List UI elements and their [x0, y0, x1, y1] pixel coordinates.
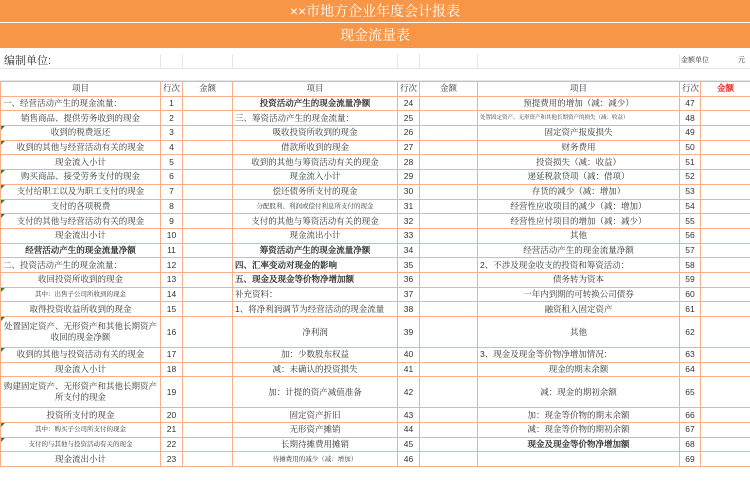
amount-input-cell[interactable]	[183, 362, 233, 377]
amount-input-cell[interactable]	[701, 184, 750, 199]
item-cell: 补充资料：	[233, 287, 398, 302]
seq-cell: 57	[680, 243, 701, 258]
amount-input-cell[interactable]	[420, 408, 478, 423]
item-cell: 递延税款贷项（减：借项）	[478, 170, 680, 185]
table-row	[1, 423, 750, 438]
item-cell: 现金的期末余额	[478, 362, 680, 377]
seq-cell: 36	[398, 272, 420, 287]
seq-cell: 26	[398, 126, 420, 141]
amount-input-cell[interactable]	[420, 140, 478, 155]
table-row	[1, 199, 750, 214]
item-cell: 减：现金等价物的期初余额	[478, 423, 680, 438]
amount-input-cell[interactable]	[420, 302, 478, 317]
amount-input-cell[interactable]	[701, 170, 750, 185]
seq-cell: 58	[680, 258, 701, 273]
amount-input-cell[interactable]	[183, 258, 233, 273]
item-cell: 债务转为资本	[478, 272, 680, 287]
amount-input-cell[interactable]	[701, 423, 750, 438]
amount-input-cell[interactable]	[420, 184, 478, 199]
item-cell: 投资所支付的现金	[1, 408, 161, 423]
item-cell: 3、现金及现金等价物净增加情况：	[478, 348, 680, 363]
amount-input-cell[interactable]	[183, 437, 233, 452]
amount-input-cell[interactable]	[420, 317, 478, 348]
item-cell: 借款所收到的现金	[233, 140, 398, 155]
item-cell: 支付的其他与筹资活动有关的现金	[233, 214, 398, 229]
item-cell: 一年内到期的可转换公司债券	[478, 287, 680, 302]
table-row	[1, 452, 750, 467]
item-cell: 经营活动产生的现金流量净额	[478, 243, 680, 258]
seq-cell: 9	[161, 214, 183, 229]
amount-input-cell[interactable]	[701, 258, 750, 273]
amount-input-cell[interactable]	[183, 228, 233, 243]
amount-input-cell[interactable]	[183, 111, 233, 126]
header-item: 项目	[1, 82, 161, 97]
seq-cell: 5	[161, 155, 183, 170]
seq-cell: 59	[680, 272, 701, 287]
table-row	[1, 317, 750, 348]
item-cell: 经营活动产生的现金流量净额	[1, 243, 161, 258]
item-cell: 融资租入固定资产	[478, 302, 680, 317]
item-cell: 固定资产报废损失	[478, 126, 680, 141]
table-row	[1, 155, 750, 170]
amount-input-cell[interactable]	[701, 317, 750, 348]
table-row	[1, 243, 750, 258]
header-seq: 行次	[398, 82, 420, 97]
seq-cell: 35	[398, 258, 420, 273]
item-cell: 长期待摊费用摊销	[233, 437, 398, 452]
seq-cell: 52	[680, 170, 701, 185]
item-cell: 现金流出小计	[1, 228, 161, 243]
seq-cell: 11	[161, 243, 183, 258]
unit-row	[0, 54, 750, 69]
amount-input-cell[interactable]	[701, 437, 750, 452]
item-cell: 一、经营活动产生的现金流量：	[1, 96, 161, 111]
item-cell: 其中：出售子公司所收到的现金	[1, 287, 161, 302]
table-row	[1, 437, 750, 452]
item-cell: 预提费用的增加（减：减少）	[478, 96, 680, 111]
seq-cell: 27	[398, 140, 420, 155]
table-row	[1, 140, 750, 155]
amount-input-cell[interactable]	[183, 348, 233, 363]
amount-input-cell[interactable]	[183, 317, 233, 348]
seq-cell: 49	[680, 126, 701, 141]
seq-cell: 34	[398, 243, 420, 258]
amount-input-cell[interactable]	[183, 423, 233, 438]
seq-cell: 4	[161, 140, 183, 155]
amount-input-cell[interactable]	[420, 258, 478, 273]
amount-input-cell[interactable]	[701, 408, 750, 423]
amount-input-cell[interactable]	[701, 111, 750, 126]
amount-input-cell[interactable]	[420, 243, 478, 258]
seq-cell: 43	[398, 408, 420, 423]
item-cell: 加：现金等价物的期末余额	[478, 408, 680, 423]
item-cell: 现金流出小计	[1, 452, 161, 467]
seq-cell: 18	[161, 362, 183, 377]
item-cell: 其他	[478, 317, 680, 348]
seq-cell: 56	[680, 228, 701, 243]
item-cell: 投资活动产生的现金流量净额	[233, 96, 398, 111]
table-row	[1, 184, 750, 199]
seq-cell: 42	[398, 377, 420, 408]
seq-cell: 33	[398, 228, 420, 243]
seq-cell: 37	[398, 287, 420, 302]
item-cell: 五、现金及现金等价物净增加额	[233, 272, 398, 287]
seq-cell: 64	[680, 362, 701, 377]
amount-input-cell[interactable]	[183, 214, 233, 229]
item-cell: 支付的其他与经营活动有关的现金	[1, 214, 161, 229]
seq-cell: 17	[161, 348, 183, 363]
amount-input-cell[interactable]	[420, 214, 478, 229]
amount-input-cell[interactable]	[420, 111, 478, 126]
seq-cell: 19	[161, 377, 183, 408]
header-item: 项目	[233, 82, 398, 97]
amount-input-cell[interactable]	[183, 170, 233, 185]
seq-cell: 44	[398, 423, 420, 438]
amount-input-cell[interactable]	[183, 140, 233, 155]
item-cell: 收到的税费返还	[1, 126, 161, 141]
amount-input-cell[interactable]	[183, 243, 233, 258]
seq-cell: 20	[161, 408, 183, 423]
amount-input-cell[interactable]	[183, 272, 233, 287]
amount-input-cell[interactable]	[183, 287, 233, 302]
seq-cell: 50	[680, 140, 701, 155]
amount-input-cell[interactable]	[183, 184, 233, 199]
amount-unit: 元	[738, 57, 745, 64]
amount-input-cell[interactable]	[420, 228, 478, 243]
seq-cell: 41	[398, 362, 420, 377]
amount-unit-label: 金额单位	[681, 57, 709, 64]
amount-input-cell[interactable]	[420, 452, 478, 467]
table-row	[1, 170, 750, 185]
table-row	[1, 228, 750, 243]
item-cell: 取得投资收益所收到的现金	[1, 302, 161, 317]
seq-cell: 62	[680, 317, 701, 348]
seq-cell: 60	[680, 287, 701, 302]
table-row	[1, 96, 750, 111]
amount-input-cell[interactable]	[183, 199, 233, 214]
item-cell: 现金流入小计	[1, 155, 161, 170]
seq-cell: 29	[398, 170, 420, 185]
seq-cell: 8	[161, 199, 183, 214]
item-cell: 购建固定资产、无形资产和其他长期资产所支付的现金	[1, 377, 161, 408]
amount-input-cell[interactable]	[183, 126, 233, 141]
amount-input-cell[interactable]	[701, 140, 750, 155]
header-amount: 金额	[183, 82, 233, 97]
seq-cell: 2	[161, 111, 183, 126]
amount-input-cell[interactable]	[420, 437, 478, 452]
amount-input-cell[interactable]	[701, 362, 750, 377]
item-cell: 处置固定资产、无形资产和其他长期资产收回的现金净额	[1, 317, 161, 348]
amount-input-cell[interactable]	[701, 302, 750, 317]
amount-input-cell[interactable]	[420, 377, 478, 408]
seq-cell: 22	[161, 437, 183, 452]
seq-cell: 54	[680, 199, 701, 214]
seq-cell: 1	[161, 96, 183, 111]
item-cell: 筹资活动产生的现金流量净额	[233, 243, 398, 258]
seq-cell: 6	[161, 170, 183, 185]
seq-cell: 12	[161, 258, 183, 273]
item-cell: 三、筹资活动产生的现金流量：	[233, 111, 398, 126]
item-cell: 购买商品、接受劳务支付的现金	[1, 170, 161, 185]
seq-cell: 28	[398, 155, 420, 170]
seq-cell: 39	[398, 317, 420, 348]
item-cell: 1、将净利润调节为经营活动的现金流量	[233, 302, 398, 317]
amount-input-cell[interactable]	[420, 272, 478, 287]
amount-input-cell[interactable]	[420, 423, 478, 438]
item-cell	[478, 452, 680, 467]
item-cell: 支付的各项税费	[1, 199, 161, 214]
amount-input-cell[interactable]	[183, 408, 233, 423]
item-cell: 收回投资所收到的现金	[1, 272, 161, 287]
seq-cell: 23	[161, 452, 183, 467]
item-cell: 经营性应收项目的减少（减：增加）	[478, 199, 680, 214]
item-cell: 吸收投资所收到的现金	[233, 126, 398, 141]
item-cell: 减：未确认的投资损失	[233, 362, 398, 377]
amount-input-cell[interactable]	[420, 348, 478, 363]
item-cell: 销售商品、提供劳务收到的现金	[1, 111, 161, 126]
seq-cell: 53	[680, 184, 701, 199]
seq-cell: 10	[161, 228, 183, 243]
item-cell: 加：计提的资产减值准备	[233, 377, 398, 408]
seq-cell: 24	[398, 96, 420, 111]
amount-input-cell[interactable]	[701, 214, 750, 229]
amount-input-cell[interactable]	[420, 362, 478, 377]
item-cell: 其中：购买子公司所支付的现金	[1, 423, 161, 438]
header-amount-red: 金额	[701, 82, 750, 97]
amount-input-cell[interactable]	[420, 126, 478, 141]
table-row	[1, 214, 750, 229]
amount-input-cell[interactable]	[701, 272, 750, 287]
amount-input-cell[interactable]	[701, 348, 750, 363]
amount-input-cell[interactable]	[420, 170, 478, 185]
report-subtitle: 现金流量表	[0, 23, 750, 48]
item-cell: 现金流入小计	[233, 170, 398, 185]
item-cell: 四、汇率变动对现金的影响	[233, 258, 398, 273]
seq-cell: 25	[398, 111, 420, 126]
amount-input-cell[interactable]	[701, 228, 750, 243]
amount-input-cell[interactable]	[183, 302, 233, 317]
item-cell: 2、不涉及现金收支的投资和筹资活动：	[478, 258, 680, 273]
header-item: 项目	[478, 82, 680, 97]
report-title: ××市地方企业年度会计报表	[0, 0, 750, 23]
seq-cell: 55	[680, 214, 701, 229]
seq-cell: 14	[161, 287, 183, 302]
item-cell: 收到的其他与筹资活动有关的现金	[233, 155, 398, 170]
item-cell: 现金及现金等价物净增加额	[478, 437, 680, 452]
seq-cell: 16	[161, 317, 183, 348]
item-cell: 其他	[478, 228, 680, 243]
cash-flow-table	[0, 81, 750, 467]
unit-label: 编制单位:	[4, 55, 52, 67]
item-cell: 无形资产摊销	[233, 423, 398, 438]
amount-input-cell[interactable]	[183, 452, 233, 467]
table-row	[1, 408, 750, 423]
seq-cell: 40	[398, 348, 420, 363]
table-row	[1, 362, 750, 377]
table-row	[1, 272, 750, 287]
amount-input-cell[interactable]	[701, 243, 750, 258]
amount-input-cell[interactable]	[420, 155, 478, 170]
table-row	[1, 302, 750, 317]
item-cell: 投资损失（减：收益）	[478, 155, 680, 170]
seq-cell: 61	[680, 302, 701, 317]
seq-cell: 51	[680, 155, 701, 170]
item-cell: 固定资产折旧	[233, 408, 398, 423]
seq-cell: 63	[680, 348, 701, 363]
seq-cell: 31	[398, 199, 420, 214]
amount-input-cell[interactable]	[701, 287, 750, 302]
amount-input-cell[interactable]	[701, 155, 750, 170]
table-row	[1, 348, 750, 363]
item-cell: 加：少数股东权益	[233, 348, 398, 363]
item-cell: 经营性应付项目的增加（减：减少）	[478, 214, 680, 229]
item-cell: 支付给职工以及为职工支付的现金	[1, 184, 161, 199]
seq-cell: 68	[680, 437, 701, 452]
amount-input-cell[interactable]	[701, 199, 750, 214]
header-seq: 行次	[161, 82, 183, 97]
table-row	[1, 126, 750, 141]
item-cell: 分配股利、利润或偿付利息所支付的现金	[233, 199, 398, 214]
item-cell: 现金流出小计	[233, 228, 398, 243]
amount-input-cell[interactable]	[701, 452, 750, 467]
item-cell: 现金流入小计	[1, 362, 161, 377]
item-cell: 财务费用	[478, 140, 680, 155]
item-cell: 支付的与其他与投资活动有关的现金	[1, 437, 161, 452]
amount-input-cell[interactable]	[183, 377, 233, 408]
seq-cell: 48	[680, 111, 701, 126]
item-cell: 待摊费用的减少（减：增加）	[233, 452, 398, 467]
amount-input-cell[interactable]	[420, 96, 478, 111]
seq-cell: 30	[398, 184, 420, 199]
table-row	[1, 258, 750, 273]
table-row	[1, 111, 750, 126]
seq-cell: 32	[398, 214, 420, 229]
table-row	[1, 377, 750, 408]
header-seq: 行次	[680, 82, 701, 97]
amount-input-cell[interactable]	[420, 287, 478, 302]
amount-input-cell[interactable]	[183, 96, 233, 111]
seq-cell: 67	[680, 423, 701, 438]
amount-input-cell[interactable]	[701, 96, 750, 111]
seq-cell: 45	[398, 437, 420, 452]
seq-cell: 69	[680, 452, 701, 467]
amount-input-cell[interactable]	[420, 199, 478, 214]
seq-cell: 65	[680, 377, 701, 408]
amount-input-cell[interactable]	[183, 155, 233, 170]
seq-cell: 38	[398, 302, 420, 317]
seq-cell: 3	[161, 126, 183, 141]
item-cell: 存货的减少（减：增加）	[478, 184, 680, 199]
seq-cell: 66	[680, 408, 701, 423]
item-cell: 处置固定资产、无形资产和其他长期资产的损失（减：收益）	[478, 111, 680, 126]
seq-cell: 46	[398, 452, 420, 467]
amount-input-cell[interactable]	[701, 126, 750, 141]
seq-cell: 13	[161, 272, 183, 287]
seq-cell: 47	[680, 96, 701, 111]
seq-cell: 21	[161, 423, 183, 438]
seq-cell: 15	[161, 302, 183, 317]
seq-cell: 7	[161, 184, 183, 199]
item-cell: 减：现金的期初余额	[478, 377, 680, 408]
item-cell: 收到的其他与经营活动有关的现金	[1, 140, 161, 155]
header-row	[1, 82, 750, 97]
item-cell: 偿还债务所支付的现金	[233, 184, 398, 199]
item-cell: 二、投资活动产生的现金流量：	[1, 258, 161, 273]
amount-input-cell[interactable]	[701, 377, 750, 408]
table-row	[1, 287, 750, 302]
header-amount: 金额	[420, 82, 478, 97]
item-cell: 净利润	[233, 317, 398, 348]
item-cell: 收到的其他与投资活动有关的现金	[1, 348, 161, 363]
